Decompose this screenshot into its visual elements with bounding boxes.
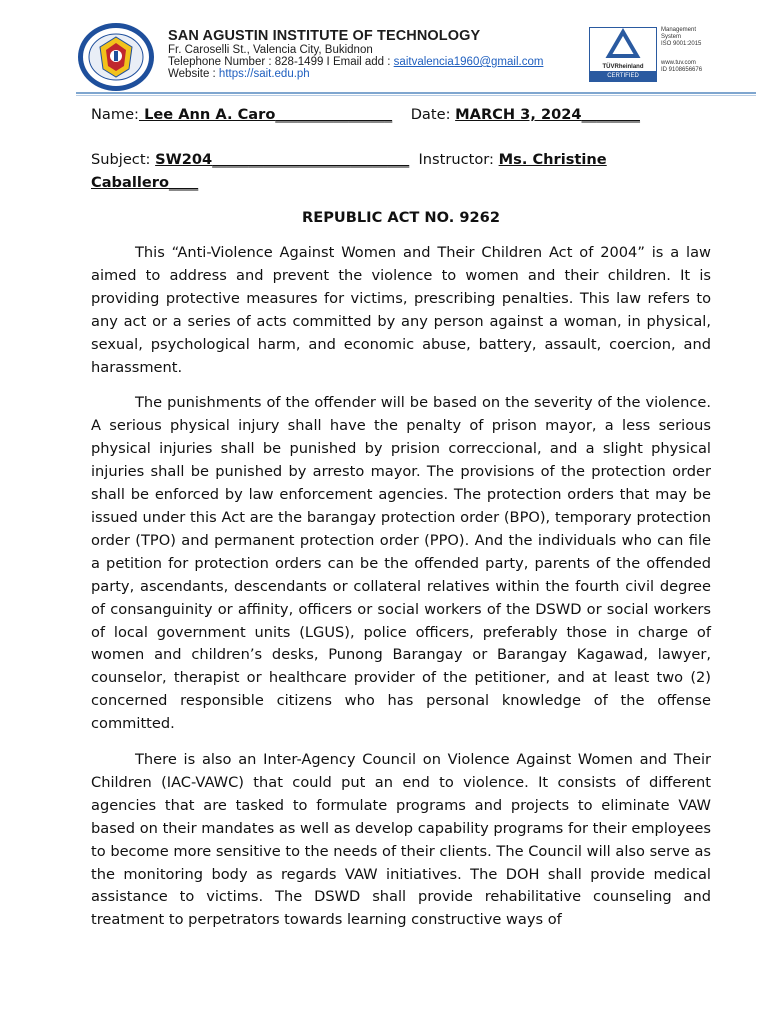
instructor-label: Instructor: — [418, 151, 499, 168]
name-label: Name: — [91, 106, 139, 123]
institution-name: SAN AGUSTIN INSTITUTE OF TECHNOLOGY — [168, 28, 481, 44]
document-body — [91, 242, 711, 945]
institution-address: Fr. Caroselli St., Valencia City, Bukidnon — [168, 44, 373, 56]
subject-instructor-row — [91, 148, 711, 194]
iso-certification-badge — [589, 27, 723, 82]
document-title: REPUBLIC ACT NO. 9262 — [302, 209, 500, 226]
tuv-logo — [589, 27, 657, 82]
telephone-label: Telephone Number : 828-1499 I Email add : — [168, 56, 394, 68]
institution-website — [168, 68, 310, 80]
paragraph-3: There is also an Inter-Agency Council on Violence Against Women and Their Children (IAC-VAWC) that could put an end to violence. It consists of different agencies that are tasked to formulate programs and projects to eliminate VAW based on their mandates as well as develop capability programs for their employees to become more sensitive to the needs of their clients. The Council will also serve as the monitoring body as regards VAW initiatives. The DOH shall provide medical assistance to victims. The DSWD shall provide rehabilitative counseling and treatment to perpetrators towards learning constructive ways of — [91, 751, 711, 929]
certified-label: CERTIFIED — [590, 71, 656, 81]
cert-line-4: www.tuv.com — [661, 60, 696, 66]
cert-line-5: ID 9108656676 — [661, 67, 703, 73]
subject-field[interactable]: SW204 — [155, 151, 213, 168]
subject-blank: ___________________________ — [212, 151, 410, 168]
name-field[interactable]: Lee Ann A. Caro — [138, 106, 276, 123]
header-divider-thin — [76, 95, 756, 96]
subject-label: Subject: — [91, 151, 156, 168]
cert-line-1: Management — [661, 27, 697, 33]
website-label: Website : — [168, 68, 219, 80]
name-blank: ________________ — [275, 106, 393, 123]
tuv-triangle-icon — [590, 28, 656, 62]
instructor-field[interactable]: Ms. Christine Caballero — [91, 151, 607, 191]
institution-contact — [168, 56, 543, 68]
tuv-brand: TÜVRheinland — [602, 64, 644, 70]
certification-text — [661, 27, 702, 74]
school-seal-icon — [76, 21, 156, 93]
instructor-blank: ____ — [168, 174, 199, 191]
cert-line-2: System — [661, 34, 682, 40]
name-date-row — [91, 103, 711, 126]
paragraph-2: The punishments of the offender will be based on the severity of the violence. A serious physical injury shall have the penalty of prison mayor, a less serious physical injuries shall be punished by prision correccional, and a slight physical injuries shall be punished by arresto mayor. The provisions of the protection order shall be enforced by law enforcement agencies. The protection orders that may be issued under this Act are the barangay protection order (BPO), temporary protection order (TPO) and permanent protection order (PPO). And the individuals who can file a petition for protection orders can be the offended party, parents of the offended party, ascendants, descendants or collateral relatives within the fourth civil degree of consanguinity or affinity, officers or social workers of the DSWD or social workers of local government units (LGUS), police officers, preferably those in charge of women and children’s desks, Punong Barangay or Barangay Kagawad, lawyer, counselor, therapist or healthcare provider of the petitioner, and at least two (2) concerned responsible citizens who has personal knowledge of the offense committed. — [91, 394, 711, 733]
letterhead — [0, 0, 768, 100]
header-divider — [76, 92, 756, 94]
date-label: Date: — [410, 106, 456, 123]
date-field[interactable]: MARCH 3, 2024 — [455, 106, 582, 123]
paragraph-1: This “Anti-Violence Against Women and Their Children Act of 2004” is a law aimed to address and prevent the violence to women and their children. It is providing protective measures for victims, prescribing penalties. This law refers to any act or a series of acts committed by any person against a woman, in physical, sexual, psychological harm, and economic abuse, battery, assault, coercion, and harassment. — [91, 244, 711, 376]
date-blank: ________ — [581, 106, 640, 123]
email-link[interactable]: saitvalencia1960@gmail.com — [393, 56, 544, 68]
website-link[interactable]: https://sait.edu.ph — [218, 68, 310, 80]
cert-line-3: ISO 9001:2015 — [661, 41, 702, 47]
